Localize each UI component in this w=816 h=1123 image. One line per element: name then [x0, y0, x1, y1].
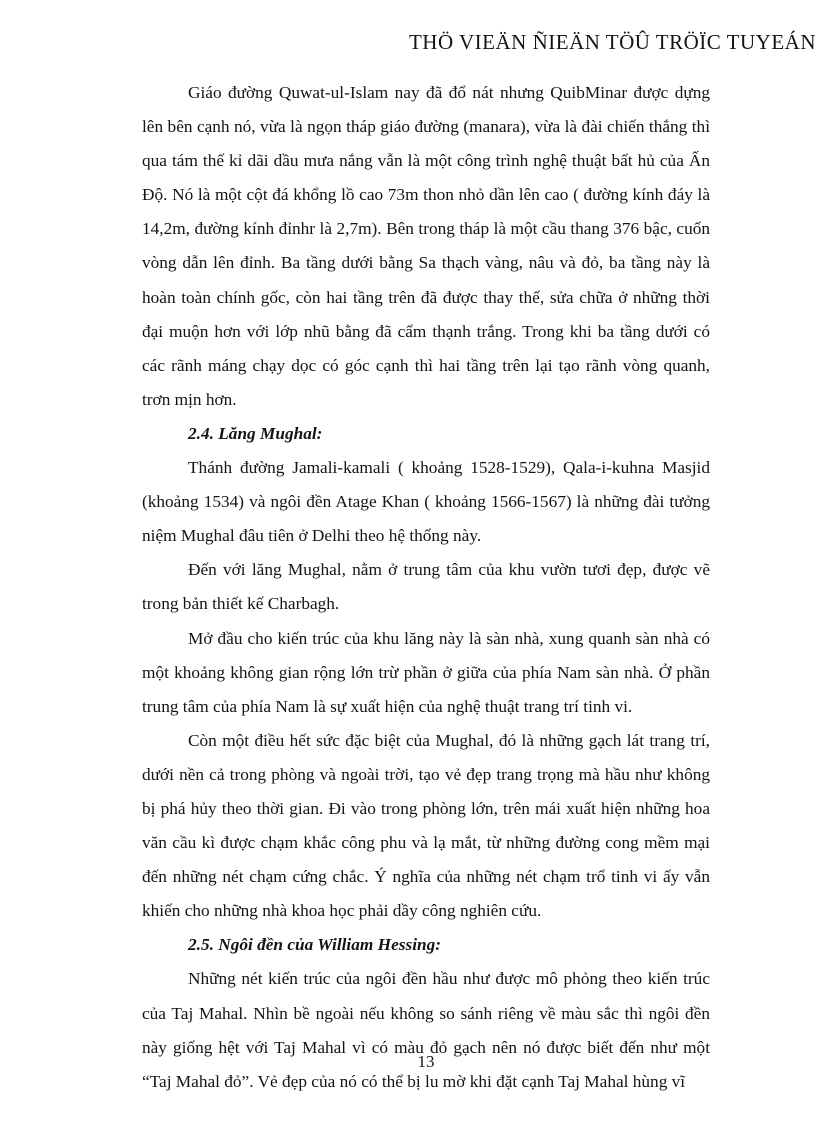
paragraph-decorative-tiles: Còn một điều hết sức đặc biệt của Mughal, đó là những gạch lát trang trí, dưới nền cả trong phòng và ngoài trời, tạo vẻ đẹp trang trọng mà hầu như không bị phá hủy theo thời gian. Đi vào trong phòng lớn, trên mái xuất hiện những hoa văn cầu kì được chạm khắc công phu và lạ mắt, từ những đường cong mềm mại đến những nét chạm cứng chắc. Ý nghĩa của những nét chạm trổ tinh vi ấy vẫn khiến cho những nhà khoa học phải dầy công nghiên cứu.: [142, 730, 710, 921]
section-heading-william-hessing: 2.5. Ngôi đền của William Hessing:: [188, 935, 441, 955]
section-heading-mughal-tomb: 2.4. Lăng Mughal:: [188, 423, 323, 443]
paragraph-charbagh: Đến với lăng Mughal, nằm ở trung tâm của khu vườn tươi đẹp, được vẽ trong bản thiết kế Charbagh.: [142, 560, 710, 614]
paragraph-qutb-minar: Giáo đường Quwat-ul-Islam nay đã đổ nát nhưng QuibMinar được dựng lên bên cạnh nó, vừa là ngọn tháp giáo đường (manara), vừa là đài chiến thắng thì qua tám thế kỉ dãi dầu mưa nắng vẫn là một công trình nghệ thuật bất hủ của Ấn Độ. Nó là một cột đá khổng lồ cao 73m thon nhỏ dần lên cao ( đường kính đáy là 14,2m, đường kính đỉnhr là 2,7m). Bên trong tháp là một cầu thang 376 bậc, cuốn vòng dẫn lên đỉnh. Ba tầng dưới bằng Sa thạch vàng, nâu và đỏ, ba tầng này là hoàn toàn chính gốc, còn hai tầng trên đã được thay thế, sửa chữa ở những thời đại muộn hơn với lớp nhũ bằng đã cẩm thạnh trắng. Trong khi ba tầng dưới có các rãnh máng chạy dọc có góc cạnh thì hai tầng trên lại tạo rãnh vòng quanh, trơn mịn hơn.: [142, 83, 710, 409]
paragraph-red-taj-mahal: Những nét kiến trúc của ngôi đền hầu như được mô phỏng theo kiến trúc của Taj Mahal. Nhìn bề ngoài nếu không so sánh riêng về màu sắc thì ngôi đền này giống hệt với Taj Mahal vì có màu đỏ gạch nên nó được biết đến như một “Taj Mahal đỏ”. Vẻ đẹp của nó có thể bị lu mờ khi đặt cạnh Taj Mahal hùng vĩ: [142, 969, 710, 1091]
page-header: THÖ VIEÄN ÑIEÄN TÖÛ TRÖÏC TUYEÁN: [408, 30, 816, 54]
paragraph-floor: Mở đầu cho kiến trúc của khu lăng này là sàn nhà, xung quanh sàn nhà có một khoảng không gian rộng lớn trừ phần ở giữa của phía Nam sàn nhà. Ở phần trung tâm của phía Nam là sự xuất hiện của nghệ thuật trang trí tinh vi.: [142, 628, 710, 716]
page-number: 13: [417, 1052, 435, 1071]
document-body: [142, 76, 710, 1099]
paragraph-mughal-monuments: Thánh đường Jamali-kamali ( khoảng 1528-1529), Qala-i-kuhna Masjid (khoảng 1534) và ngôi đền Atage Khan ( khoảng 1566-1567) là những đài tưởng niệm Mughal đâu tiên ở Delhi theo hệ thống này.: [142, 458, 710, 546]
